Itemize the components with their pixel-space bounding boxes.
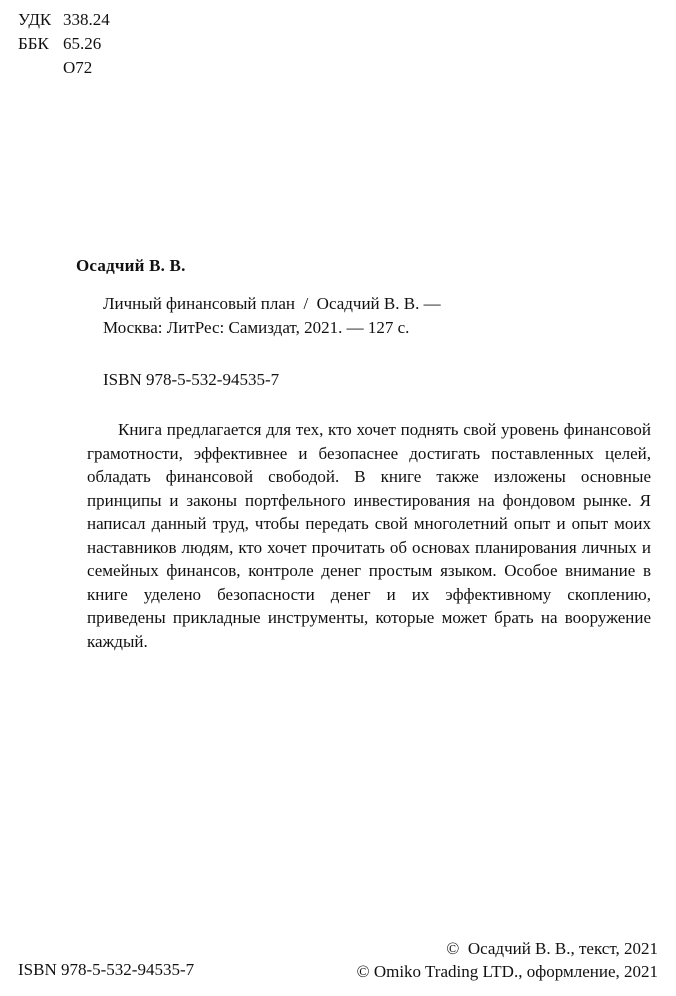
- author-heading: Осадчий В. В.: [76, 256, 186, 275]
- annotation: [87, 418, 651, 653]
- copyright-text: © Осадчий В. В., текст, 2021: [446, 939, 658, 958]
- author-mark-spacer: [18, 56, 63, 80]
- bbk-label: ББК: [18, 34, 49, 53]
- bbk-value: 65.26: [63, 34, 102, 53]
- isbn: ISBN 978-5-532-94535-7: [103, 370, 280, 389]
- bibliographic-line-1: Личный финансовый план / Осадчий В. В. —: [103, 294, 441, 313]
- bibliographic-description: [103, 292, 441, 340]
- footer-isbn: ISBN 978-5-532-94535-7: [18, 960, 195, 979]
- author-mark-row: [18, 56, 110, 80]
- classification-codes: [18, 8, 110, 80]
- author-mark: О72: [63, 58, 93, 77]
- udk-label: УДК: [18, 10, 52, 29]
- copyright-design: © Omiko Trading LTD., оформление, 2021: [356, 962, 658, 981]
- bbk-row: [18, 32, 110, 56]
- udk-row: [18, 8, 110, 32]
- copyright-block: [357, 937, 658, 983]
- bibliographic-line-2: Москва: ЛитРес: Самиздат, 2021. — 127 с.: [103, 318, 410, 337]
- udk-value: 338.24: [63, 10, 110, 29]
- annotation-text: Книга предлагается для тех, кто хочет поднять свой уровень финансовой грамотности, эффективнее и безопаснее достигать поставленных целей, обладать финансовой свободой. В книге также изложены основные принципы и законы портфельного инвестирования на фондовом рынке. Я написал данный труд, чтобы передать свой многолетний опыт и опыт моих наставников людям, кто хочет прочитать об основах планирования личных и семейных финансов, контроле денег простым языком. Особое внимание в книге уделено безопасности денег и их эффективному скоплению, приведены прикладные инструменты, которые может брать на вооружение каждый.: [87, 420, 651, 651]
